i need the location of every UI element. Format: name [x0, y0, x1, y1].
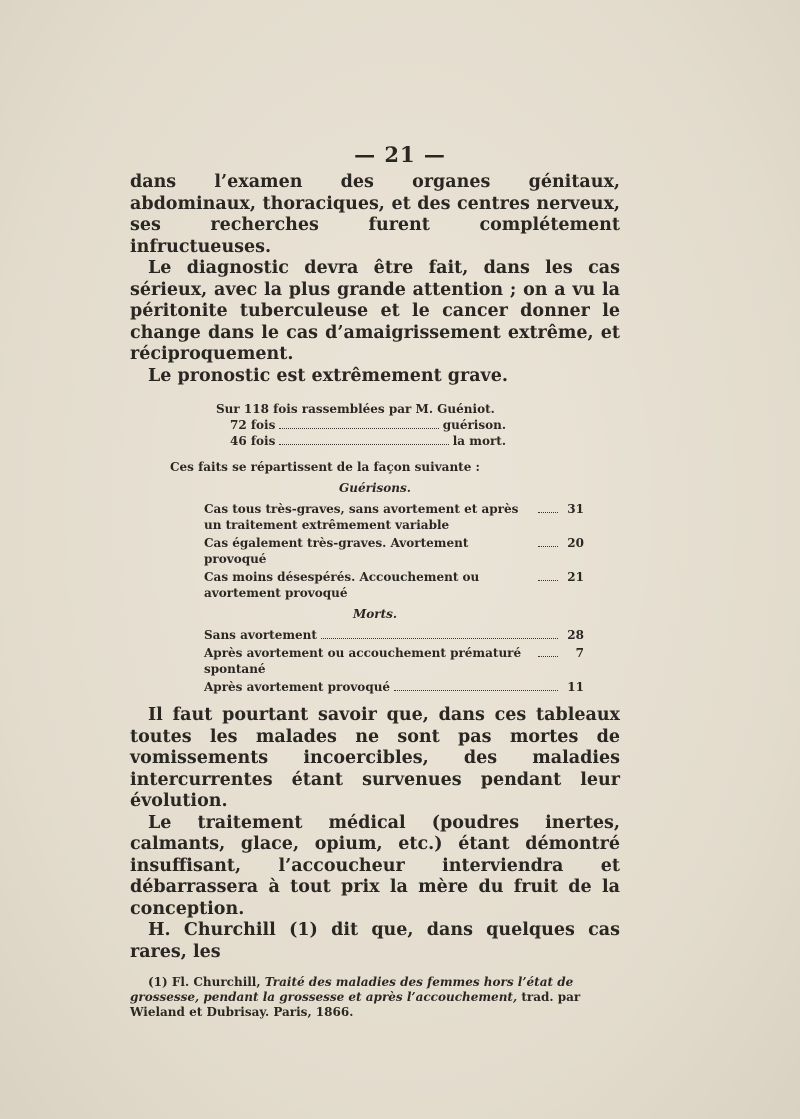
summary-outcome: guérison. [442, 418, 506, 432]
morts-row [204, 627, 584, 643]
dot-leader [394, 690, 558, 691]
paragraph-2: Le diagnostic devra être fait, dans les cas sérieux, avec la plus grande attention ; on a vu la péritonite tuberculeuse et le cancer donner le change dans le cas d’amaigrissement extrême, et réciproquement. [130, 258, 620, 364]
paragraph-6: Le traitement médical (poudres inertes, calmants, glace, opium, etc.) étant démontré insuffisant, l’accoucheur interviendra et débarrassera à tout prix la mère du fruit de la conception. [130, 812, 620, 919]
page-number: — 21 — [354, 142, 446, 167]
morts-row [204, 645, 584, 677]
dot-leader [321, 638, 558, 639]
heading-morts: Morts. [352, 607, 398, 621]
page-content [130, 160, 620, 1020]
footnote-mark: (1) [148, 975, 168, 989]
morts-row [204, 679, 584, 695]
row-value: 21 [567, 570, 584, 584]
row-value: 28 [567, 628, 584, 642]
summary-row-mort [216, 433, 506, 449]
summary-block [216, 401, 506, 449]
row-text: Sans avortement [204, 628, 317, 642]
row-text: Cas tous très-graves, sans avortement et après un traitement extrêmement variable [204, 502, 519, 532]
paragraph-7: H. Churchill (1) dit que, dans quelques cas rares, les [130, 920, 620, 962]
guerisons-row [204, 569, 584, 601]
dot-leader [279, 444, 448, 445]
dot-leader [279, 428, 438, 429]
paragraph-5: Il faut pourtant savoir que, dans ces tableaux toutes les malades ne sont pas mortes de vomissements incoercibles, des maladies intercurrentes étant survenues pendant leur évolution. [130, 705, 620, 811]
summary-count: 72 fois [230, 418, 276, 432]
guerisons-table [204, 501, 584, 601]
row-value: 11 [567, 680, 584, 694]
distribution-intro: Ces faits se répartissent de la façon suivante : [170, 460, 480, 474]
paragraph-3: Le pronostic est extrêmement grave. [148, 365, 508, 386]
summary-row-guerison [216, 417, 506, 433]
dot-leader [538, 580, 558, 581]
row-text: Après avortement ou accouchement prématuré spontané [204, 646, 522, 676]
dot-leader [538, 546, 558, 547]
summary-line: Sur 118 fois rassemblées par M. Guéniot. [216, 402, 495, 416]
paragraph-1: dans l’examen des organes génitaux, abdominaux, thoraciques, et des centres nerveux, ses recherches furent complétement infructueuses. [130, 172, 620, 257]
row-text: Après avortement provoqué [204, 680, 391, 694]
summary-outcome: la mort. [452, 434, 506, 448]
footnote [130, 975, 620, 1020]
row-text: Cas moins désespérés. Accouchement ou avortement provoqué [204, 570, 480, 600]
guerisons-row [204, 535, 584, 567]
summary-count: 46 fois [230, 434, 276, 448]
dot-leader [538, 512, 558, 513]
row-text: Cas également très-graves. Avortement provoqué [204, 536, 469, 566]
row-value: 31 [567, 502, 584, 516]
row-value: 7 [575, 646, 584, 660]
row-value: 20 [567, 536, 584, 550]
heading-guerisons: Guérisons. [339, 481, 411, 495]
footnote-text [130, 975, 620, 1020]
footnote-rest: trad. par Wieland et Dubrisay. Paris, 1866. [130, 990, 581, 1019]
guerisons-row [204, 501, 584, 533]
morts-table [204, 627, 584, 695]
dot-leader [538, 656, 558, 657]
footnote-author: Fl. Churchill, [171, 975, 261, 989]
footnote-title: Traité des maladies des femmes hors l’état de grossesse, pendant la grossesse et après l’accouchement, [130, 975, 574, 1004]
